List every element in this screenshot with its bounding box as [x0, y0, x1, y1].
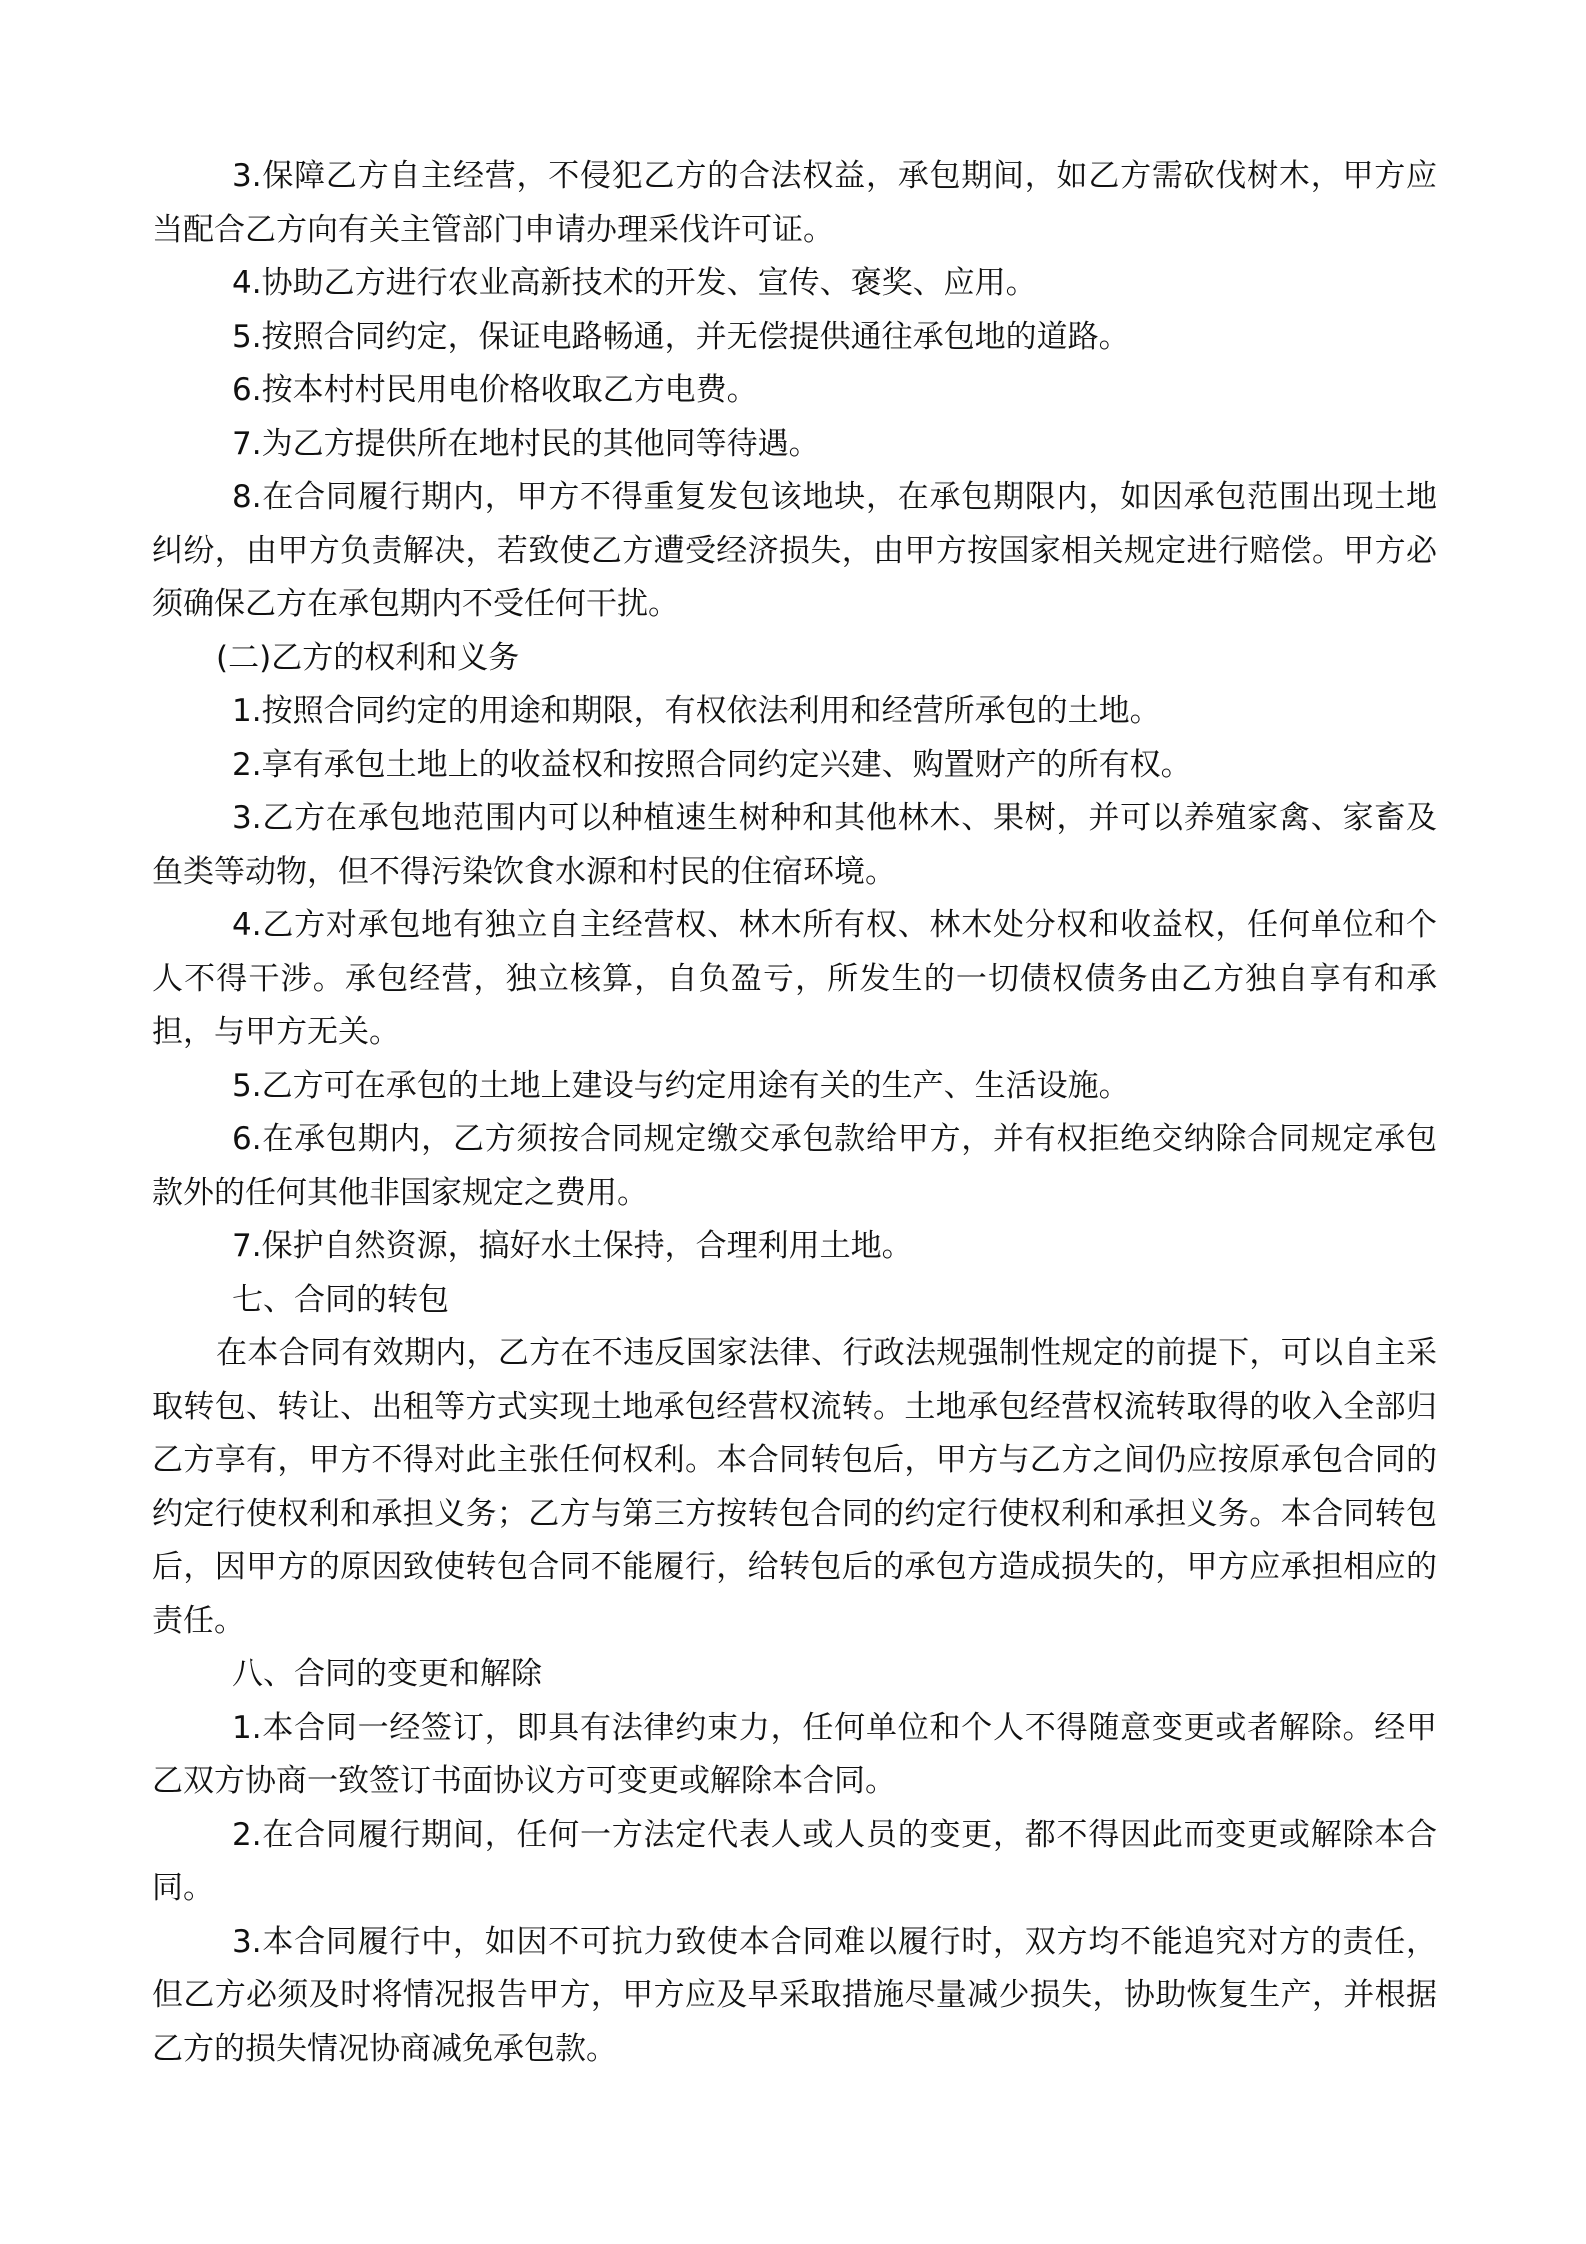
paragraph-3: 5.按照合同约定，保证电路畅通，并无偿提供通往承包地的道路。 [232, 318, 1130, 355]
paragraph-18: 1.本合同一经签订，即具有法律约束力，任何单位和个人不得随意变更或者解除。经甲乙双方协商一致签订书面协议方可变更或解除本合同。 [152, 1709, 1437, 1799]
section-heading-party-b-rights: (二)乙方的权利和义务 [216, 639, 520, 676]
paragraph-19: 2.在合同履行期间，任何一方法定代表人或人员的变更，都不得因此而变更或解除本合同。 [152, 1816, 1437, 1906]
paragraph-5: 7.为乙方提供所在地村民的其他同等待遇。 [232, 425, 820, 462]
paragraph-16: 在本合同有效期内，乙方在不违反国家法律、行政法规强制性规定的前提下，可以自主采取转包、转让、出租等方式实现土地承包经营权流转。土地承包经营权流转取得的收入全部归乙方享有，甲方不得对此主张任何权利。本合同转包后，甲方与乙方之间仍应按原承包合同的约定行使权利和承担义务；乙方与第三方按转包合同的约定行使权利和承担义务。本合同转包后，因甲方的原因致使转包合同不能履行，给转包后的承包方造成损失的，甲方应承担相应的责任。 [152, 1335, 1437, 1639]
document-body [152, 150, 1437, 2076]
paragraph-12: 5.乙方可在承包的土地上建设与约定用途有关的生产、生活设施。 [232, 1067, 1130, 1104]
paragraph-14: 7.保护自然资源，搞好水土保持，合理利用土地。 [232, 1228, 913, 1264]
paragraph-11: 4.乙方对承包地有独立自主经营权、林木所有权、林木处分权和收益权，任何单位和个人不得干涉。承包经营，独立核算，自负盈亏，所发生的一切债权债务由乙方独自享有和承担，与甲方无关。 [152, 907, 1437, 1050]
section-heading-change-termination: 八、合同的变更和解除 [232, 1656, 542, 1692]
section-heading-subcontract: 七、合同的转包 [232, 1281, 449, 1318]
paragraph-9: 2.享有承包土地上的收益权和按照合同约定兴建、购置财产的所有权。 [232, 746, 1192, 783]
paragraph-13: 6.在承包期内，乙方须按合同规定缴交承包款给甲方，并有权拒绝交纳除合同规定承包款外的任何其他非国家规定之费用。 [152, 1121, 1437, 1211]
paragraph-1: 3.保障乙方自主经营，不侵犯乙方的合法权益，承包期间，如乙方需砍伐树木，甲方应当配合乙方向有关主管部门申请办理采伐许可证。 [152, 158, 1437, 248]
paragraph-8: 1.按照合同约定的用途和期限，有权依法利用和经营所承包的土地。 [232, 693, 1161, 729]
paragraph-2: 4.协助乙方进行农业高新技术的开发、宣传、褒奖、应用。 [232, 265, 1037, 301]
paragraph-20: 3.本合同履行中，如因不可抗力致使本合同难以履行时，双方均不能追究对方的责任，但乙方必须及时将情况报告甲方，甲方应及早采取措施尽量减少损失，协助恢复生产，并根据乙方的损失情况协商减免承包款。 [152, 1923, 1437, 2067]
paragraph-6: 8.在合同履行期内，甲方不得重复发包该地块，在承包期限内，如因承包范围出现土地纠纷，由甲方负责解决，若致使乙方遭受经济损失，由甲方按国家相关规定进行赔偿。甲方必须确保乙方在承包期内不受任何干扰。 [152, 479, 1437, 622]
paragraph-10: 3.乙方在承包地范围内可以种植速生树种和其他林木、果树，并可以养殖家禽、家畜及鱼类等动物，但不得污染饮食水源和村民的住宿环境。 [152, 800, 1437, 890]
paragraph-4: 6.按本村村民用电价格收取乙方电费。 [232, 372, 758, 408]
